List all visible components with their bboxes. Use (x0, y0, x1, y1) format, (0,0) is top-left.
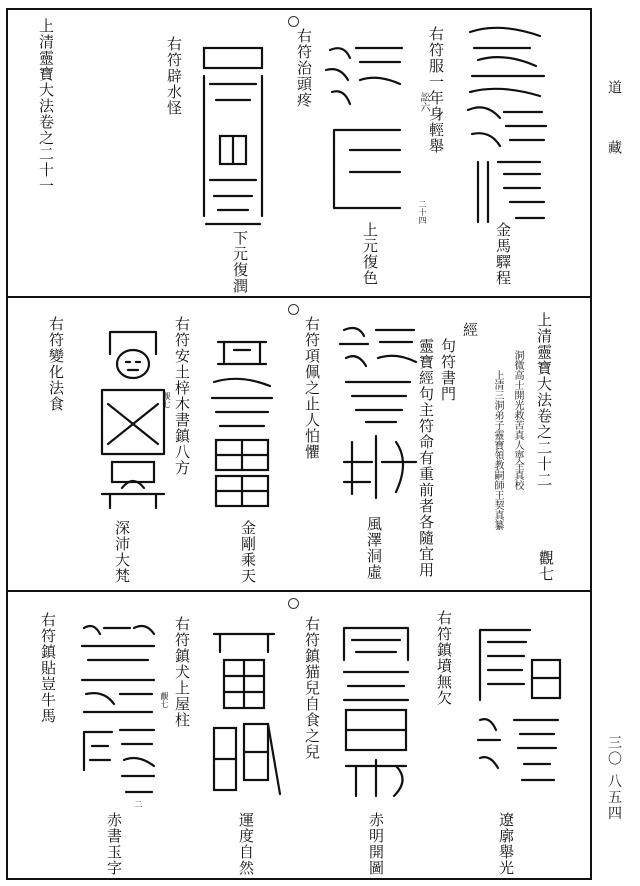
running-title: 上清靈寶大法卷之二十一 (37, 18, 55, 194)
talisman-name: 金馬驛程 (494, 222, 512, 286)
talisman-glyph (336, 322, 420, 504)
talisman-glyph (204, 332, 280, 512)
caption-right-fu: 右符項佩之止人怕懼 (303, 316, 321, 460)
binding-hole (288, 304, 299, 315)
talisman-name: 運度自然 (237, 812, 255, 876)
volume-mark: 觀七 (537, 550, 555, 582)
talisman-name: 金剛乘天 (239, 520, 257, 584)
caption-right-fu: 右符鎮猫兒自食之兒 (303, 616, 321, 760)
talisman-name: 上元復色 (361, 222, 379, 286)
caption-right-fu: 右符鎮犬上屋柱 (173, 616, 191, 728)
body-text: 靈寶經句主符命有重前者各隨宜用 (417, 338, 435, 578)
talisman-glyph (96, 324, 170, 512)
talisman-glyph (336, 620, 416, 800)
tiny-number: 二十四 (418, 200, 427, 224)
talisman-name: 遼廓舉光 (497, 812, 515, 876)
caption-right-fu: 右符鎮墳無欠 (435, 610, 453, 706)
talisman-glyph (320, 40, 410, 220)
tiny-number: 二 (134, 800, 143, 808)
caption-right-fu: 右符辟水怪 (165, 36, 183, 116)
volume-title: 上清靈寶大法卷之二十二 (535, 312, 553, 488)
caption-right-fu: 右符安土梓木書鎮八方 (173, 316, 191, 476)
binding-hole (288, 598, 299, 609)
talisman-name: 深沛大梵 (113, 520, 131, 584)
credit-line-1: 洞微高士開光救苦真人寧全真校 (512, 350, 523, 490)
credit-line-2: 上清三洞弟子靈寶領教嗣師王契真纂 (492, 370, 503, 530)
panel-divider-1 (6, 296, 592, 298)
caption-right-fu: 右符服一年身輕舉 (427, 26, 445, 154)
talisman-name: 風澤洞虛 (365, 516, 383, 580)
page-number: 三〇 八五四 (606, 735, 622, 822)
section-head-2: 句符書門 (439, 338, 457, 402)
talisman-glyph (460, 22, 550, 232)
talisman-glyph (470, 620, 566, 800)
talisman-glyph (206, 624, 282, 802)
section-head-1: 經 (461, 322, 479, 338)
binding-hole (288, 16, 299, 27)
talisman-name: 下元復潤 (231, 230, 249, 294)
margin-label-1: 道 (606, 80, 622, 102)
talisman-name: 赤明開圖 (367, 812, 385, 876)
talisman-glyph (196, 40, 270, 230)
small-note: 觀七 (162, 392, 171, 408)
caption-right-fu: 右符治頭疼 (295, 28, 313, 108)
talisman-glyph (74, 620, 162, 808)
panel-divider-2 (6, 590, 592, 592)
margin-label-2: 藏 (606, 140, 622, 162)
small-note: 訟六 (418, 92, 429, 112)
talisman-name: 赤書玉字 (105, 812, 123, 876)
caption-right-fu: 右符鎮貼豈牛馬 (39, 612, 57, 724)
caption-right-fu: 右符變化法食 (47, 316, 65, 412)
small-note: 觀七 (160, 692, 169, 708)
